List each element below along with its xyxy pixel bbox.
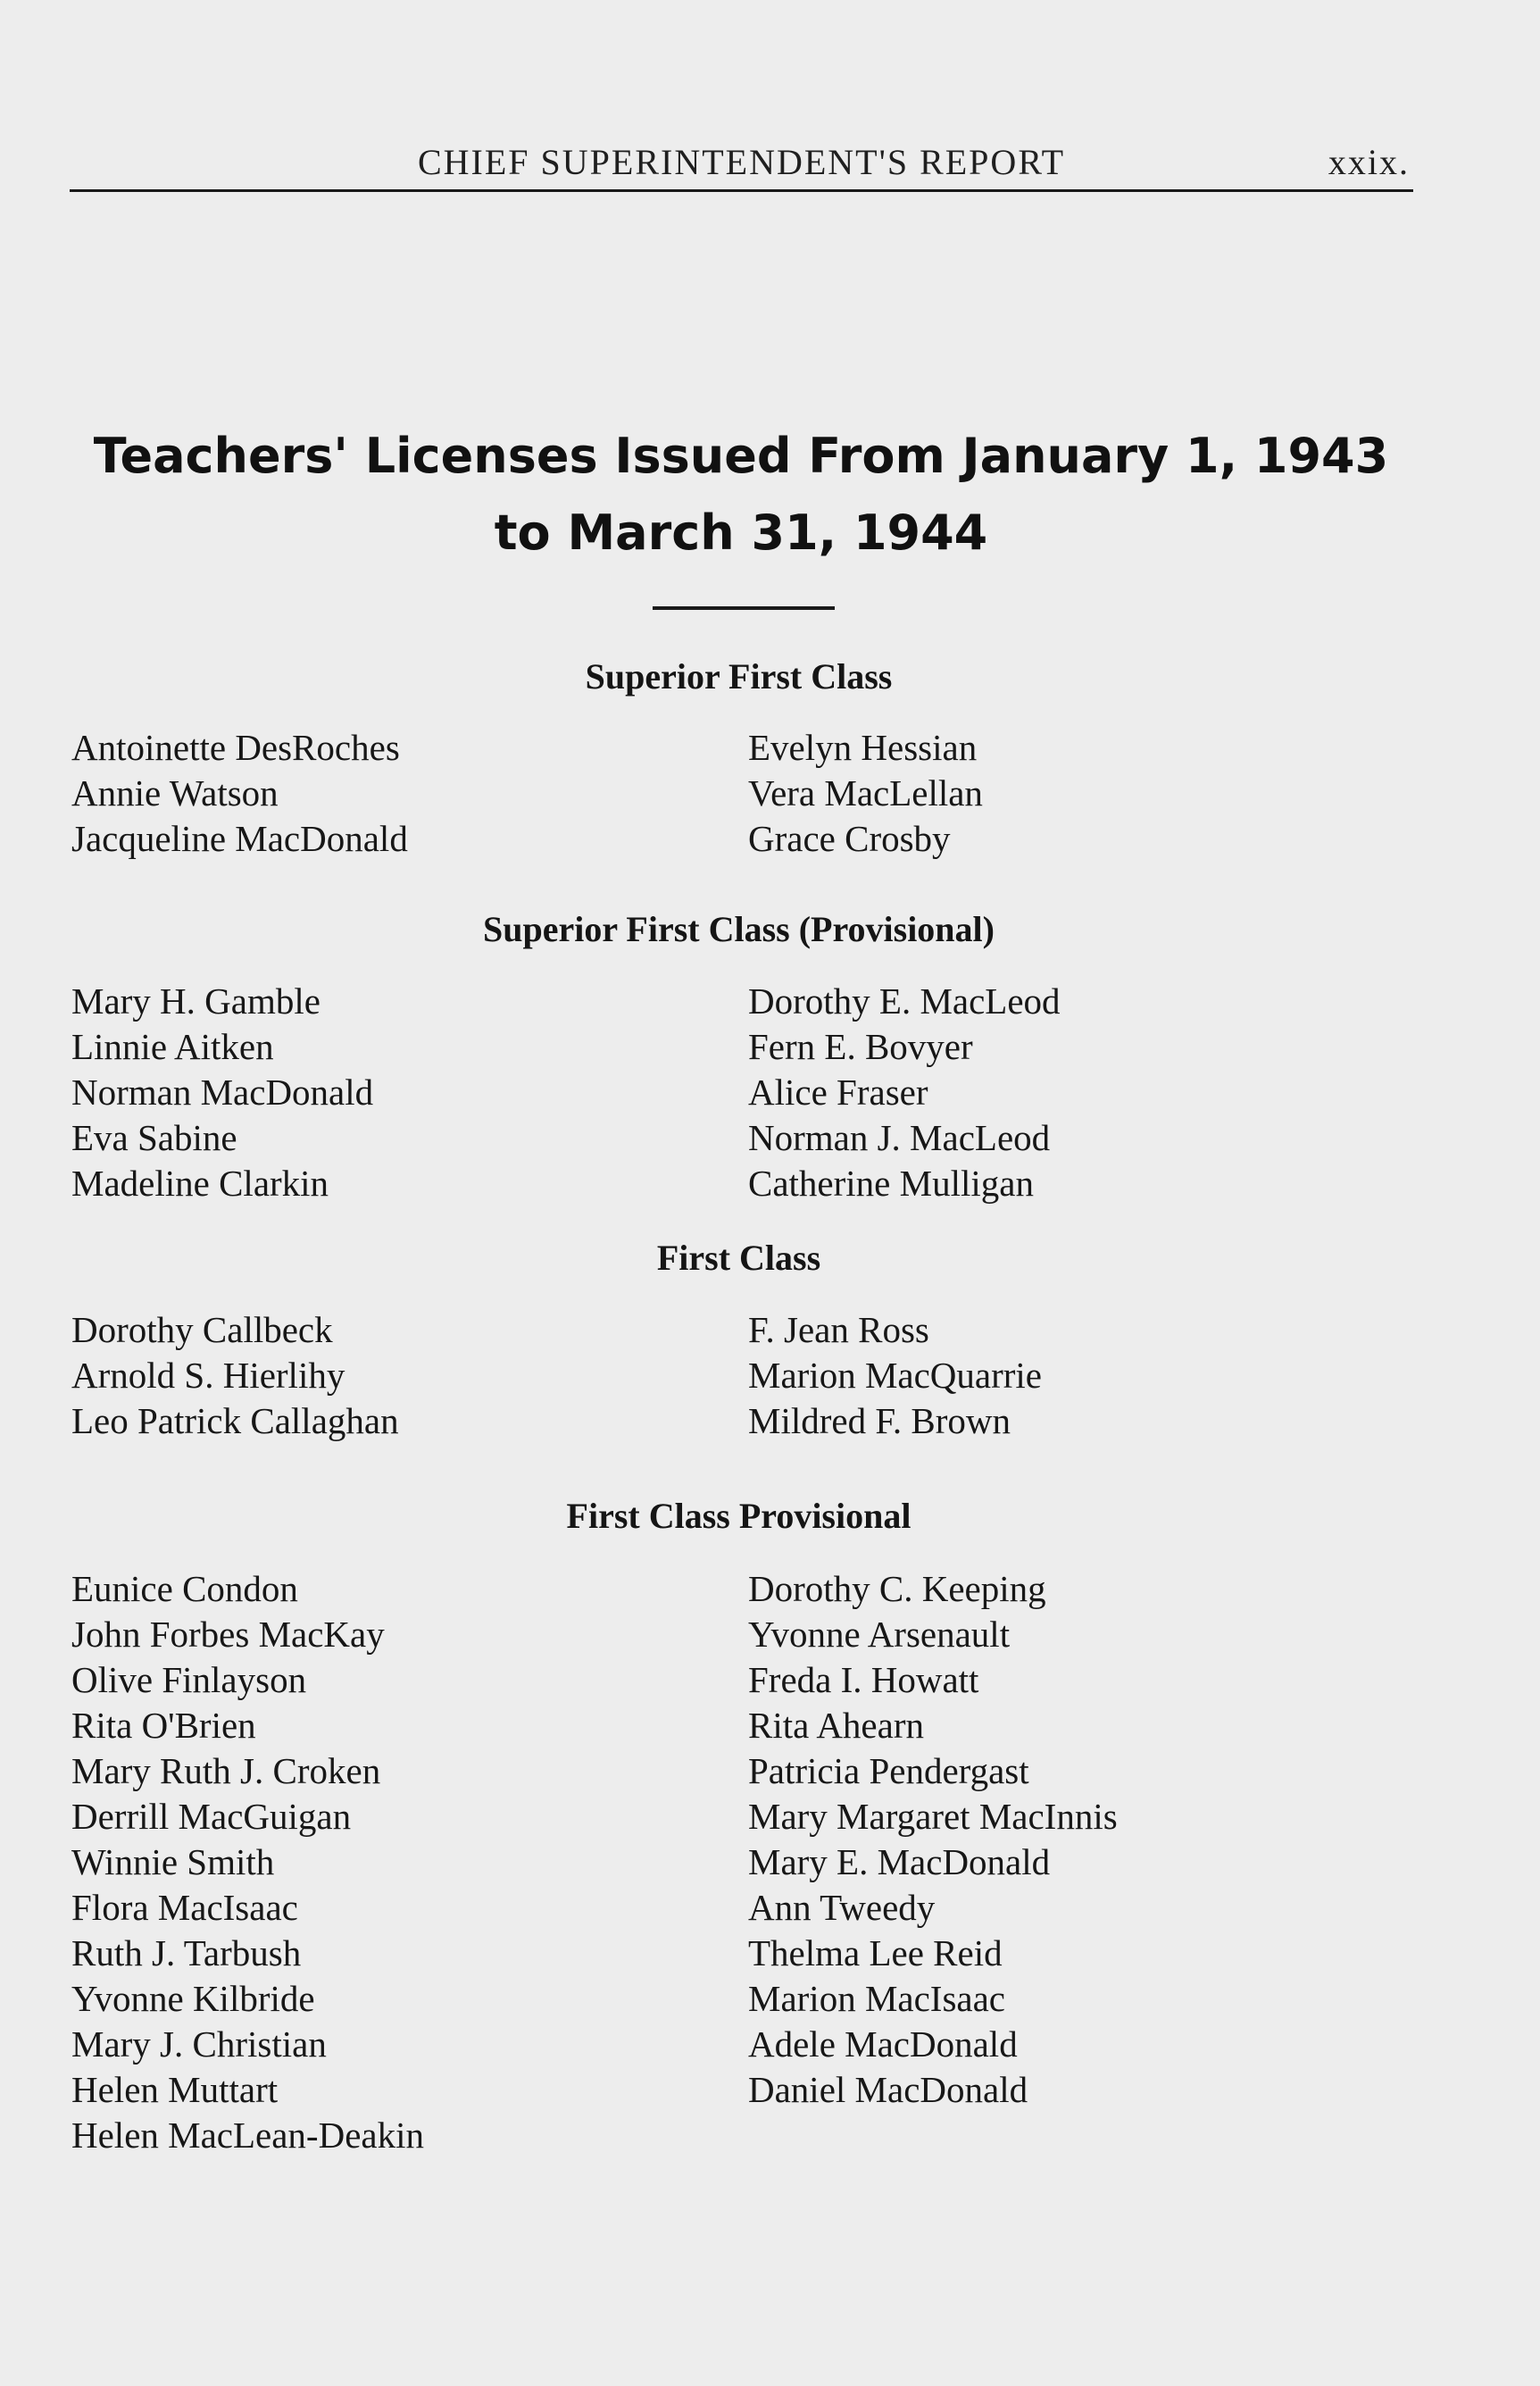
name-entry: Vera MacLellan [748,772,983,813]
name-entry: Dorothy C. Keeping [748,1568,1046,1609]
name-entry: Mary E. MacDonald [748,1841,1051,1882]
name-entry: Arnold S. Hierlihy [71,1355,345,1396]
name-entry: John Forbes MacKay [71,1614,385,1655]
name-entry: Helen Muttart [71,2069,279,2110]
name-entry: Rita O'Brien [71,1705,256,1746]
name-entry: Evelyn Hessian [748,727,978,768]
name-entry: Mary H. Gamble [71,980,320,1022]
section-heading-superior-first-class: Superior First Class [585,656,893,697]
name-entry: Mary J. Christian [71,2023,327,2065]
section-heading-superior-first-class-provisional: Superior First Class (Provisional) [483,909,995,949]
name-entry: Leo Patrick Callaghan [71,1400,399,1441]
name-entry: Eva Sabine [71,1117,237,1158]
name-entry: Madeline Clarkin [71,1163,329,1204]
name-entry: Mary Margaret MacInnis [748,1796,1118,1837]
name-entry: Freda I. Howatt [748,1659,979,1700]
section-superior-first-class-left-column [71,725,408,862]
name-entry: Norman MacDonald [71,1072,374,1113]
page-number: xxix. [1328,142,1410,182]
page-title [89,418,1393,571]
name-entry: Catherine Mulligan [748,1163,1034,1204]
name-entry: Fern E. Bovyer [748,1026,973,1067]
name-entry: Olive Finlayson [71,1659,307,1700]
name-entry: Norman J. MacLeod [748,1117,1051,1158]
section-heading-first-class-provisional: First Class Provisional [566,1496,912,1536]
name-entry: Linnie Aitken [71,1026,274,1067]
name-entry: Grace Crosby [748,818,951,859]
section-superior-first-class-provisional-right-column [748,979,1061,1206]
running-title: CHIEF SUPERINTENDENT'S REPORT [417,142,1066,182]
name-entry: Marion MacIsaac [748,1978,1006,2019]
section-heading-first-class: First Class [656,1238,821,1278]
running-header [70,134,1413,192]
name-entry: Helen MacLean-Deakin [71,2115,424,2156]
section-superior-first-class-right-column [748,725,983,862]
section-first-class-left-column [71,1307,399,1444]
name-entry: Thelma Lee Reid [748,1932,1003,1973]
name-entry: Jacqueline MacDonald [71,818,408,859]
name-entry: Dorothy E. MacLeod [748,980,1061,1022]
name-entry: Mildred F. Brown [748,1400,1011,1441]
name-entry: Alice Fraser [748,1072,928,1113]
page-title-line-2: to March 31, 1944 [494,505,988,561]
section-first-class-provisional-right-column [748,1566,1118,2113]
name-entry: Mary Ruth J. Croken [71,1750,381,1791]
page-title-line-1: Teachers' Licenses Issued From January 1, 1943 [93,428,1389,484]
name-entry: Rita Ahearn [748,1705,924,1746]
name-entry: F. Jean Ross [748,1309,929,1350]
name-entry: Ruth J. Tarbush [71,1932,302,1973]
name-entry: Dorothy Callbeck [71,1309,333,1350]
name-entry: Daniel MacDonald [748,2069,1028,2110]
name-entry: Derrill MacGuigan [71,1796,352,1837]
name-entry: Adele MacDonald [748,2023,1018,2065]
name-entry: Patricia Pendergast [748,1750,1029,1791]
name-entry: Ann Tweedy [748,1887,936,1928]
name-entry: Marion MacQuarrie [748,1355,1043,1396]
name-entry: Yvonne Kilbride [71,1978,315,2019]
section-first-class-right-column [748,1307,1042,1444]
name-entry: Antoinette DesRoches [71,727,400,768]
section-superior-first-class-provisional-left-column [71,979,373,1206]
section-first-class-provisional-left-column [71,1566,424,2158]
name-entry: Winnie Smith [71,1841,275,1882]
name-entry: Eunice Condon [71,1568,298,1609]
name-entry: Yvonne Arsenault [748,1614,1011,1655]
name-entry: Flora MacIsaac [71,1887,298,1928]
title-divider [653,606,835,610]
name-entry: Annie Watson [71,772,279,813]
